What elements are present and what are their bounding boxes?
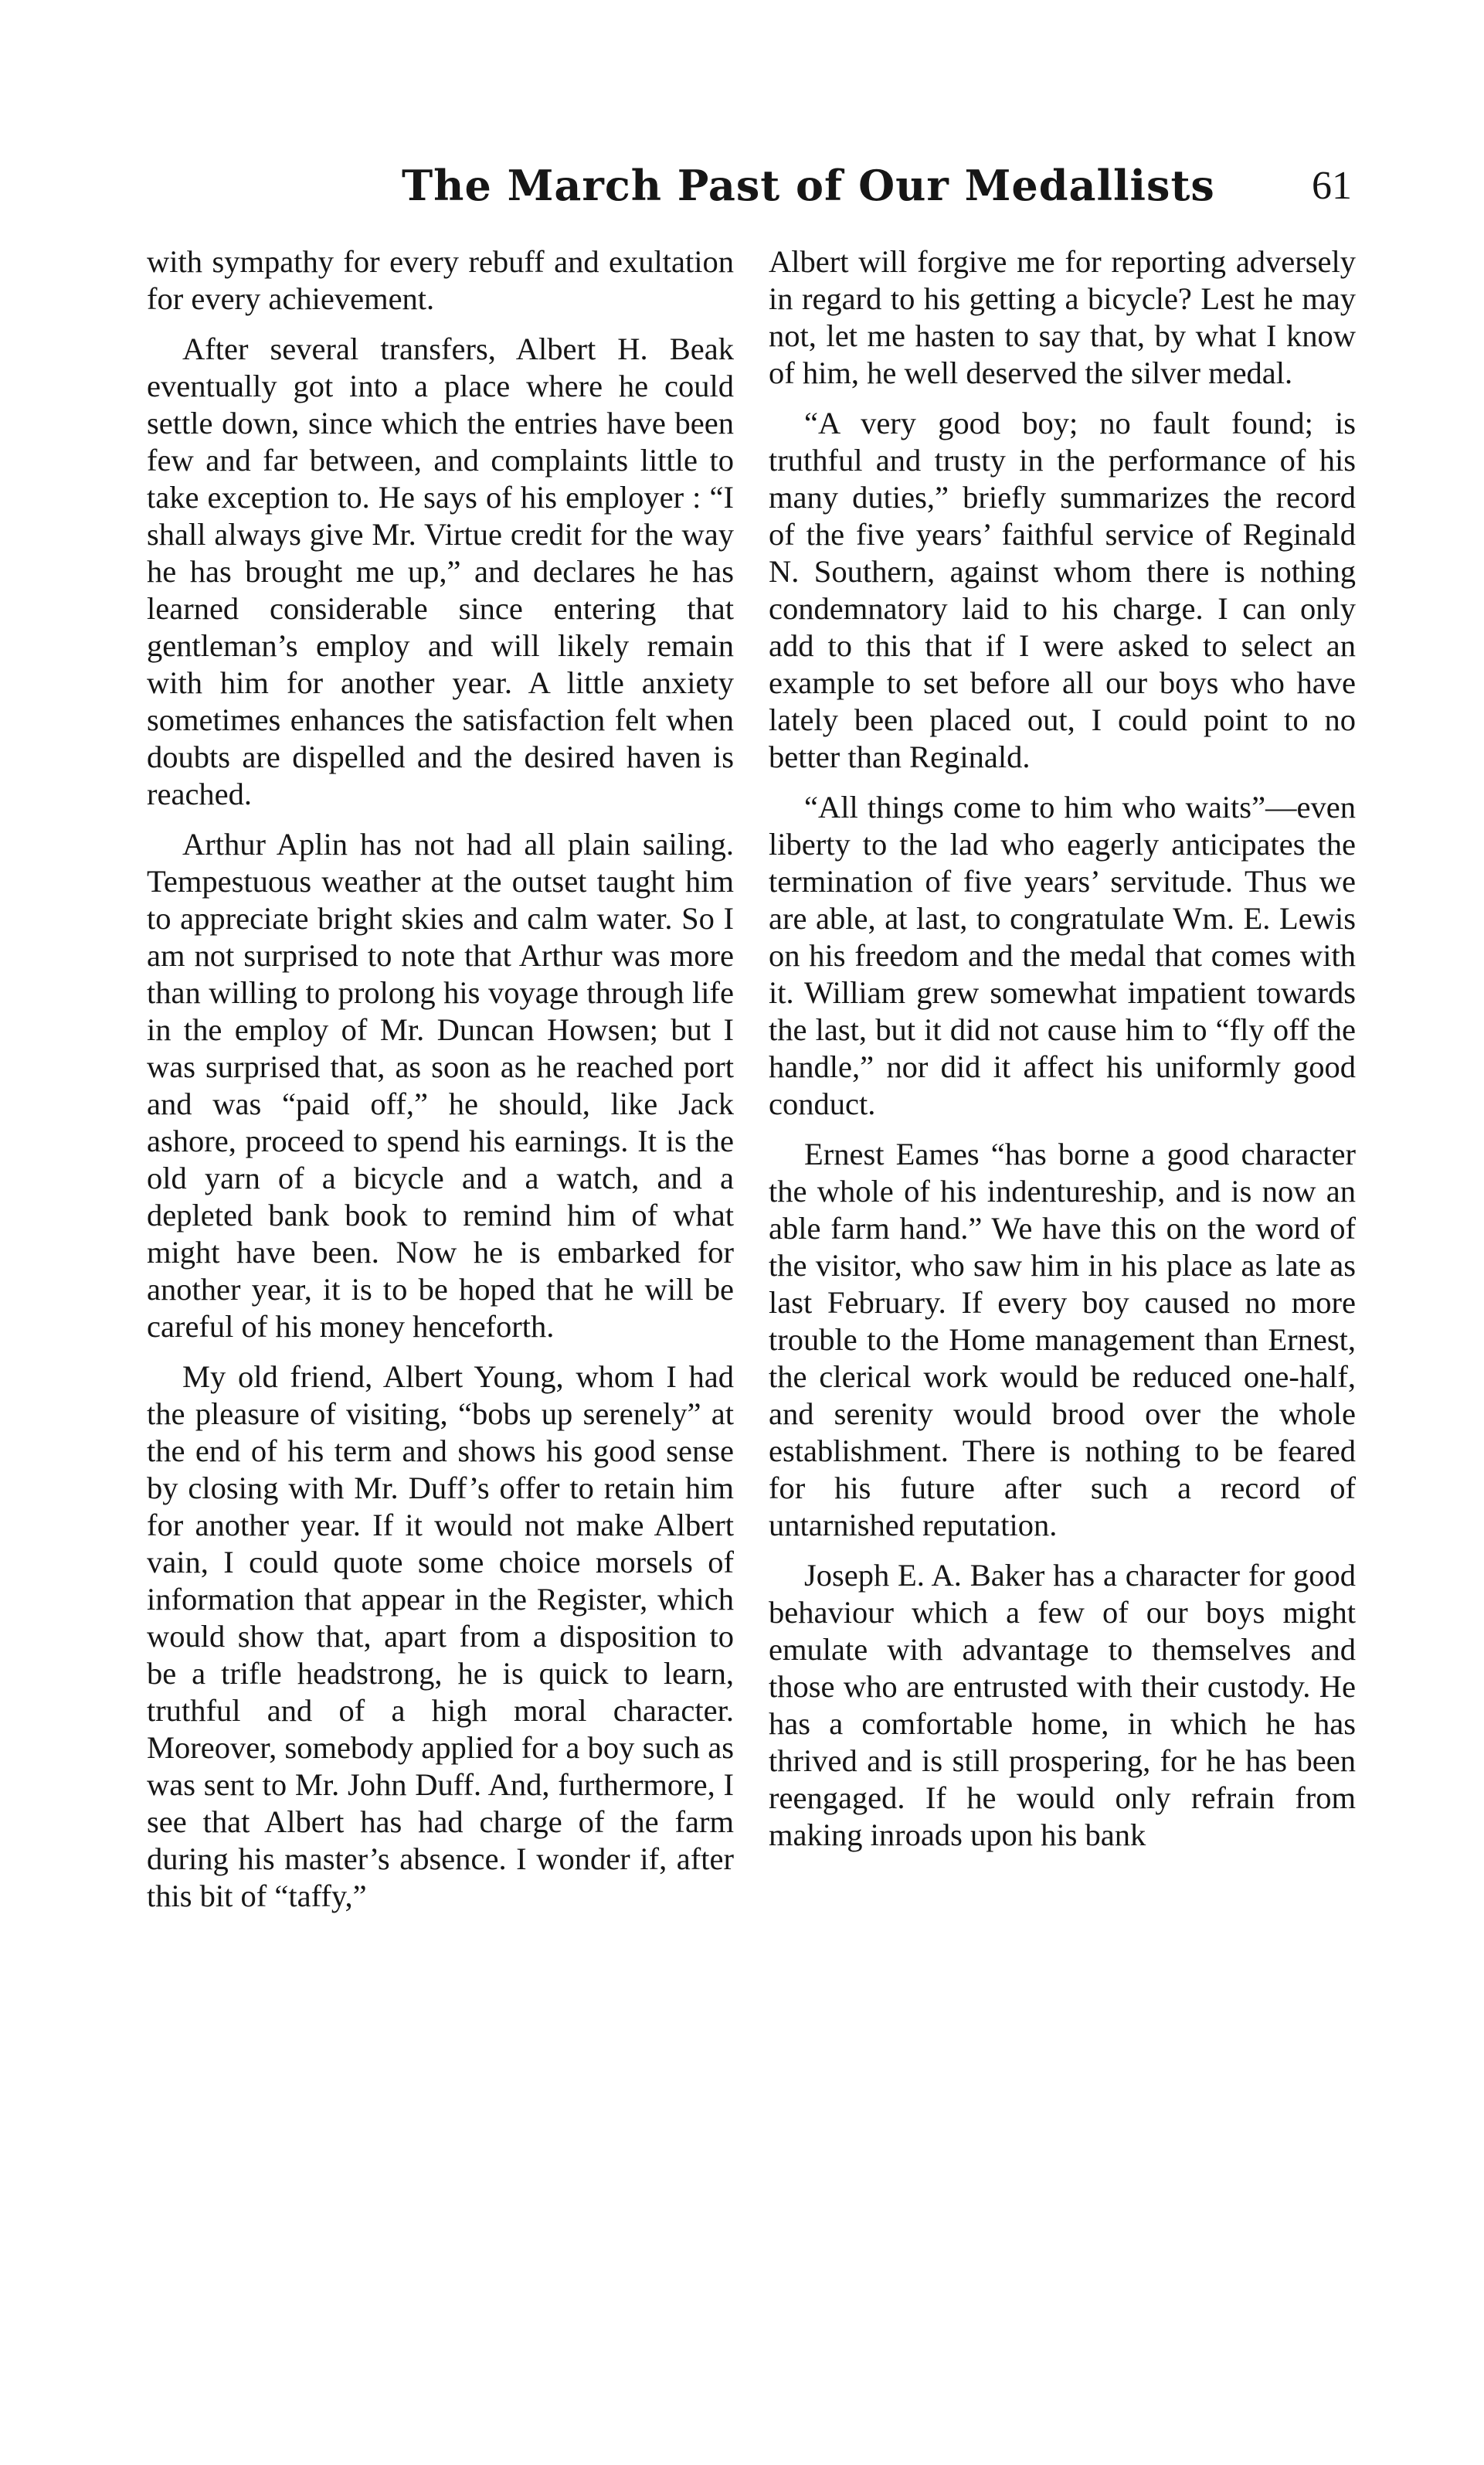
paragraph: After several transfers, Albert H. Beak eventually got into a place where he could settle down, since which the entries have been few and far between, and complaints little to take exception to. He says of his employer : “I shall always give Mr. Virtue credit for the way he has brought me up,” and declares he has learned considerable since entering that gentleman’s employ and will likely remain with him for another year. A little anxiety sometimes enhances the satisfaction felt when doubts are dispelled and the desired haven is reached.: [147, 332, 734, 811]
paragraph: Ernest Eames “has borne a good character the whole of his indentureship, and is now an able farm hand.” We have this on the word of the visitor, who saw him in his place as late as last February. If every boy caused no more trouble to the Home management than Ernest, the clerical work would be reduced one-half, and serenity would brood over the whole establishment. There is nothing to be feared for his future after such a record of untarnished reputation.: [769, 1137, 1356, 1542]
paragraph: “A very good boy; no fault found; is truthful and trusty in the performance of his many duties,” briefly summarizes the record of the five years’ faithful service of Reginald N. Southern, against whom there is nothing condemnatory laid to his charge. I can only add to this that if I were asked to select an example to set before all our boys who have lately been placed out, I could point to no better than Reginald.: [769, 406, 1356, 774]
left-column: [147, 243, 734, 1928]
paragraph: Arthur Aplin has not had all plain sailing. Tempestuous weather at the outset taught him to appreciate bright skies and calm water. So I am not surprised to note that Arthur was more than willing to prolong his voyage through life in the employ of Mr. Duncan Howsen; but I was surprised that, as soon as he reached port and was “paid off,” he should, like Jack ashore, proceed to spend his earnings. It is the old yarn of a bicycle and a watch, and a depleted bank book to remind him of what might have been. Now he is embarked for another year, it is to be hoped that he will be careful of his money henceforth.: [147, 827, 734, 1344]
right-column: [769, 243, 1356, 1867]
paragraph: with sympathy for every rebuff and exultation for every achievement.: [147, 244, 734, 316]
paragraph: “All things come to him who waits”—even liberty to the lad who eagerly anticipates the termination of five years’ servitude. Thus we are able, at last, to congratulate Wm. E. Lewis on his freedom and the medal that comes with it. William grew somewhat impatient towards the last, but it did not cause him to “fly off the handle,” nor did it affect his uniformly good conduct.: [769, 790, 1356, 1121]
page-title: The March Past of Our Medallists: [402, 161, 1215, 210]
paragraph: Albert will forgive me for reporting adversely in regard to his getting a bicycle? Lest he may not, let me hasten to say that, by what I know of him, he well deserved the silver medal.: [769, 244, 1356, 390]
running-header: [147, 158, 1352, 220]
paragraph: My old friend, Albert Young, whom I had the pleasure of visiting, “bobs up serenely” at the end of his term and shows his good sense by closing with Mr. Duff’s offer to retain him for another year. If it would not make Albert vain, I could quote some choice morsels of information that appear in the Register, which would show that, apart from a disposition to be a trifle headstrong, he is quick to learn, truthful and of a high moral character. Moreover, somebody applied for a boy such as was sent to Mr. John Duff. And, furthermore, I see that Albert has had charge of the farm during his master’s absence. I wonder if, after this bit of “taffy,”: [147, 1359, 734, 1913]
page-number: 61: [1312, 164, 1352, 208]
paragraph: Joseph E. A. Baker has a character for good behaviour which a few of our boys might emulate with advantage to themselves and those who are entrusted with their custody. He has a comfortable home, in which he has thrived and is still prospering, for he has been reengaged. If he would only refrain from making inroads upon his bank: [769, 1558, 1356, 1852]
